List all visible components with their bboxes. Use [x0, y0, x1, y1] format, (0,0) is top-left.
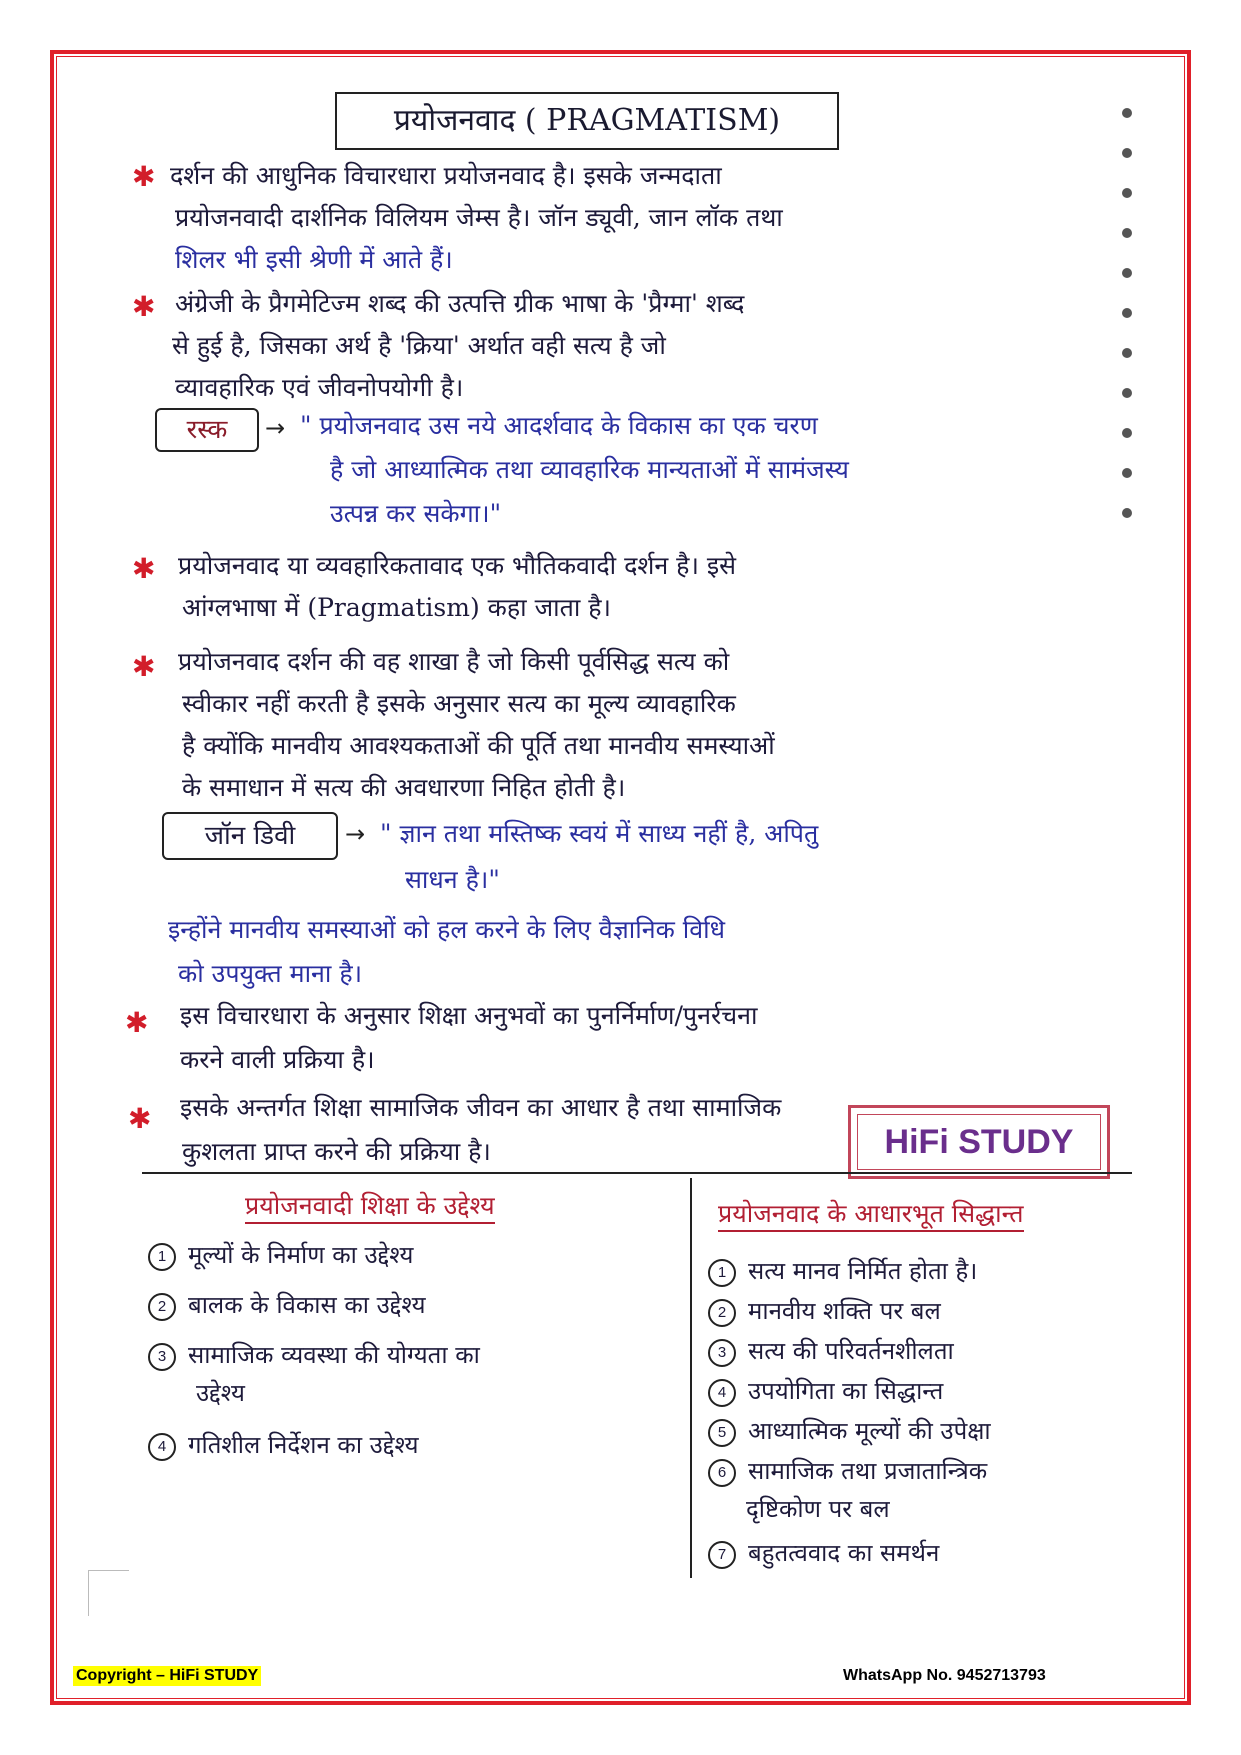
list-item: 2 मानवीय शक्ति पर बल	[708, 1294, 941, 1327]
para7-line2: कुशलता प्राप्त करने की प्रक्रिया है।	[182, 1137, 491, 1166]
bullet-star: ✱	[132, 290, 156, 323]
para7-line1: इसके अन्तर्गत शिक्षा सामाजिक जीवन का आधार है तथा सामाजिक	[180, 1093, 782, 1122]
rusk-label-box: रस्क	[155, 408, 259, 452]
para1-line2: प्रयोजनवादी दार्शनिक विलियम जेम्स है। जॉन ड्यूवी, जान लॉक तथा	[175, 203, 783, 232]
list-item: 1 मूल्यों के निर्माण का उद्देश्य	[148, 1238, 413, 1271]
binding-hole	[1122, 188, 1132, 198]
list-item: 4 गतिशील निर्देशन का उद्देश्य	[148, 1428, 419, 1461]
list-item: 3 सामाजिक व्यवस्था की योग्यता का	[148, 1338, 480, 1371]
rusk-quote-line2: है जो आध्यात्मिक तथा व्यावहारिक मान्यताओं में सामंजस्य	[330, 455, 849, 484]
left-column-heading: प्रयोजनवादी शिक्षा के उद्देश्य	[245, 1188, 495, 1224]
list-item: 3 सत्य की परिवर्तनशीलता	[708, 1334, 954, 1367]
bullet-star: ✱	[128, 1102, 152, 1135]
list-item: 5 आध्यात्मिक मूल्यों की उपेक्षा	[708, 1414, 991, 1447]
dewey-label-box: जॉन डिवी	[162, 812, 338, 860]
list-item: 2 बालक के विकास का उद्देश्य	[148, 1288, 426, 1321]
para4-line1: प्रयोजनवाद दर्शन की वह शाखा है जो किसी पूर्वसिद्ध सत्य को	[178, 647, 730, 676]
arrow-icon: →	[345, 820, 366, 848]
para4-line2: स्वीकार नहीं करती है इसके अनुसार सत्य का मूल्य व्यावहारिक	[182, 689, 736, 718]
para6-line2: करने वाली प्रक्रिया है।	[180, 1045, 375, 1074]
scan-corner-mark	[88, 1570, 129, 1616]
list-item: 4 उपयोगिता का सिद्धान्त	[708, 1374, 943, 1407]
dewey-quote-line1: " ज्ञान तथा मस्तिष्क स्वयं में साध्य नहीं है, अपितु	[380, 819, 819, 848]
binding-hole	[1122, 148, 1132, 158]
dewey-quote-line2: साधन है।"	[405, 865, 500, 894]
binding-hole	[1122, 428, 1132, 438]
para5-line1: इन्होंने मानवीय समस्याओं को हल करने के लिए वैज्ञानिक विधि	[168, 915, 725, 944]
bullet-star: ✱	[132, 552, 156, 585]
binding-hole	[1122, 108, 1132, 118]
right-column-heading: प्रयोजनवाद के आधारभूत सिद्धान्त	[718, 1196, 1024, 1232]
para3-line2: आंग्लभाषा में (Pragmatism) कहा जाता है।	[182, 593, 612, 622]
rusk-quote-line3: उत्पन्न कर सकेगा।"	[330, 499, 502, 528]
para4-line3: है क्योंकि मानवीय आवश्यकताओं की पूर्ति तथा मानवीय समस्याओं	[182, 731, 775, 760]
para1-line3: शिलर भी इसी श्रेणी में आते हैं।	[175, 245, 453, 274]
list-item: 6 सामाजिक तथा प्रजातान्त्रिक	[708, 1454, 987, 1487]
binding-hole	[1122, 268, 1132, 278]
rusk-quote-line1: " प्रयोजनवाद उस नये आदर्शवाद के विकास का एक चरण	[300, 411, 818, 440]
para4-line4: के समाधान में सत्य की अवधारणा निहित होती है।	[182, 773, 626, 802]
binding-hole	[1122, 228, 1132, 238]
list-item-continuation: उद्देश्य	[196, 1379, 245, 1407]
list-item-continuation: दृष्टिकोण पर बल	[746, 1495, 890, 1523]
column-divider	[690, 1178, 692, 1578]
section-divider	[142, 1172, 1132, 1174]
copyright-label: Copyright – HiFi STUDY	[73, 1666, 261, 1686]
para5-line2: को उपयुक्त माना है।	[178, 959, 363, 988]
binding-hole	[1122, 308, 1132, 318]
list-item: 7 बहुतत्ववाद का समर्थन	[708, 1536, 939, 1569]
page-title: प्रयोजनवाद ( PRAGMATISM)	[335, 92, 839, 150]
binding-hole	[1122, 508, 1132, 518]
binding-hole	[1122, 348, 1132, 358]
para2-line2: से हुई है, जिसका अर्थ है 'क्रिया' अर्थात वही सत्य है जो	[172, 331, 666, 360]
para3-line1: प्रयोजनवाद या व्यवहारिकतावाद एक भौतिकवादी दर्शन है। इसे	[178, 551, 737, 580]
para1-line1: दर्शन की आधुनिक विचारधारा प्रयोजनवाद है। इसके जन्मदाता	[170, 161, 722, 190]
para2-line3: व्यावहारिक एवं जीवनोपयोगी है।	[175, 373, 464, 402]
whatsapp-number: WhatsApp No. 9452713793	[843, 1667, 1046, 1684]
para2-line1: अंग्रेजी के प्रैगमेटिज्म शब्द की उत्पत्ति ग्रीक भाषा के 'प्रैग्मा' शब्द	[175, 289, 745, 318]
list-item: 1 सत्य मानव निर्मित होता है।	[708, 1254, 977, 1287]
binding-hole	[1122, 388, 1132, 398]
bullet-star: ✱	[132, 160, 156, 193]
binding-hole	[1122, 468, 1132, 478]
bullet-star: ✱	[125, 1006, 149, 1039]
bullet-star: ✱	[132, 650, 156, 683]
para6-line1: इस विचारधारा के अनुसार शिक्षा अनुभवों का पुनर्निर्माण/पुनर्रचना	[180, 1001, 758, 1030]
hifi-study-watermark	[848, 1105, 1110, 1179]
arrow-icon: →	[265, 414, 286, 442]
watermark-text: HiFi STUDY	[857, 1114, 1101, 1170]
